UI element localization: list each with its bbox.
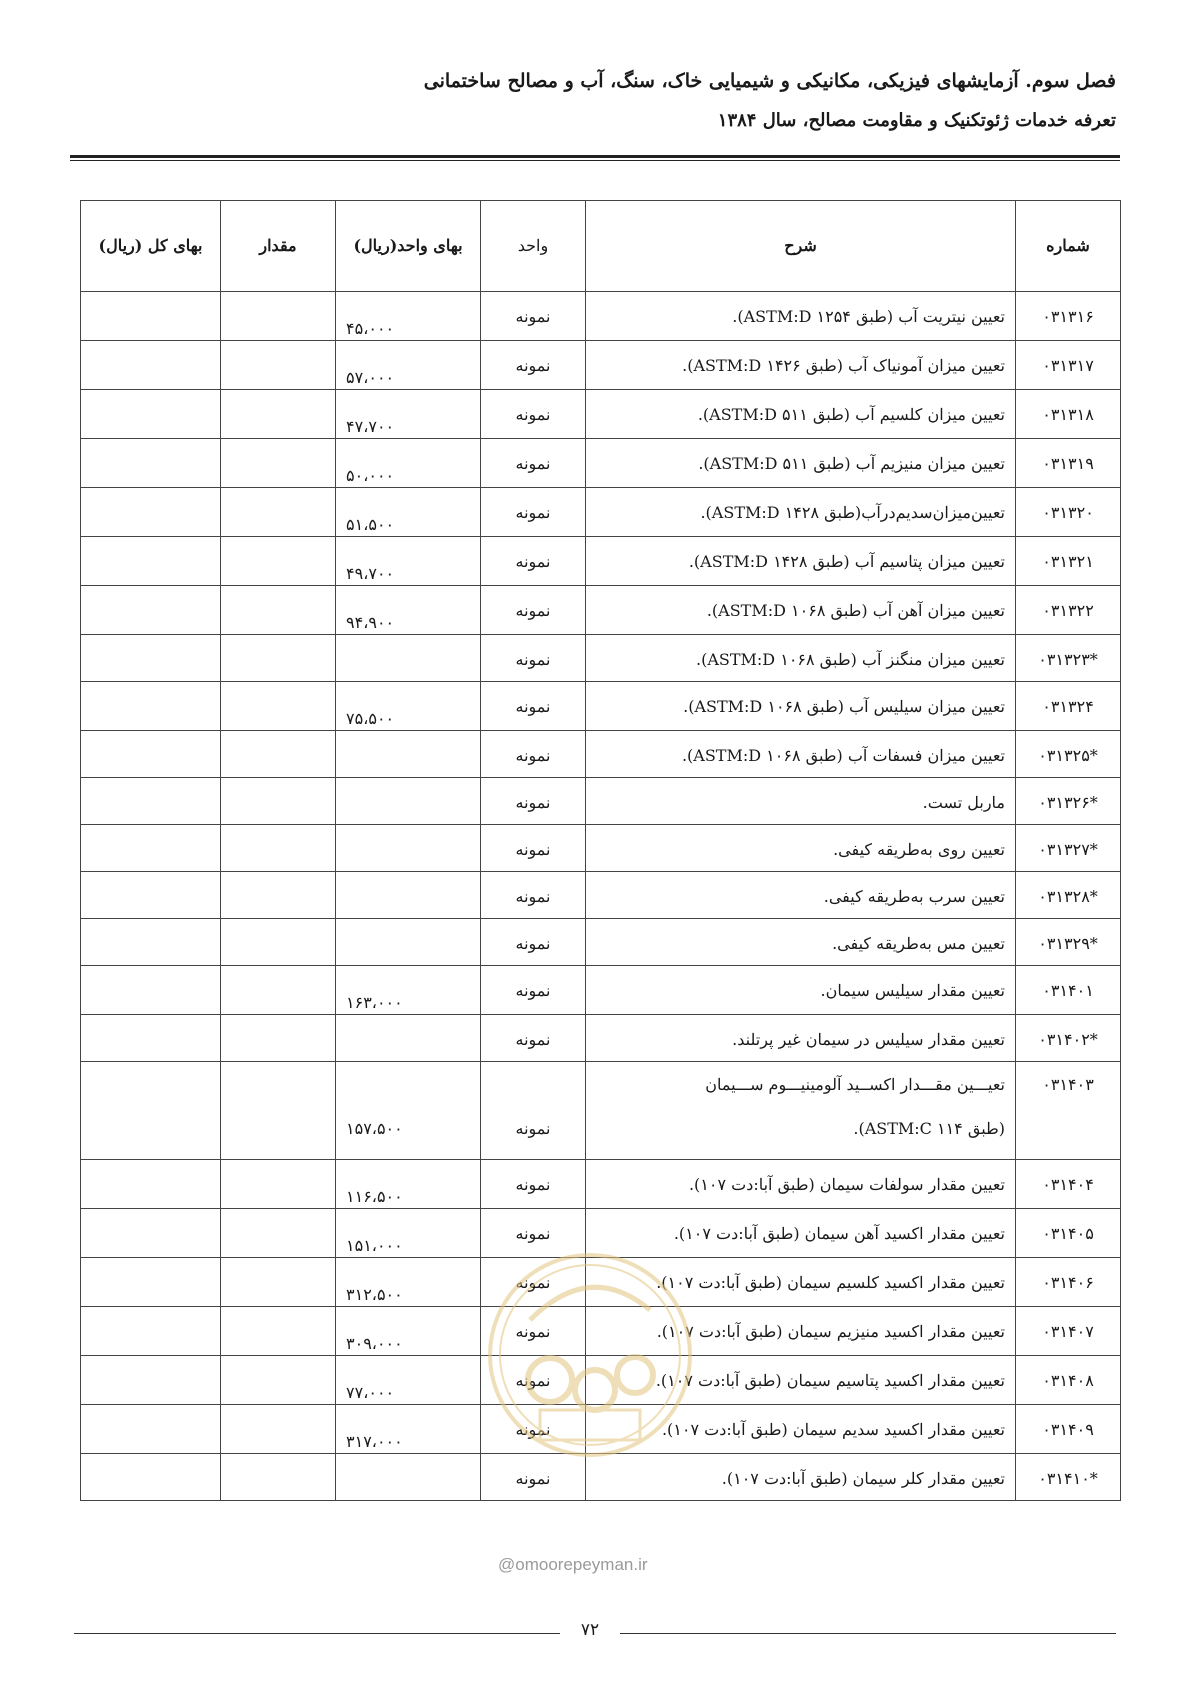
table-row	[81, 872, 1121, 919]
row-code: ۰۳۱۳۱۹	[1016, 439, 1121, 488]
row-unit-price	[336, 488, 481, 537]
row-unit-price	[336, 825, 481, 872]
table-row	[81, 292, 1121, 341]
row-unit-text: نمونه	[515, 793, 551, 812]
row-total-price	[81, 488, 221, 537]
row-unit-text: نمونه	[515, 454, 551, 473]
row-unit-text: نمونه	[515, 1469, 551, 1488]
row-unit-price-text: ۵۱،۵۰۰	[346, 515, 395, 534]
row-unit-text: نمونه	[515, 887, 551, 906]
row-unit	[481, 919, 586, 966]
row-unit	[481, 825, 586, 872]
header-rule-thick	[70, 155, 1120, 158]
row-quantity	[221, 341, 336, 390]
row-code: ۰۳۱۴۰۶	[1016, 1258, 1121, 1307]
row-total-price	[81, 682, 221, 731]
row-code: *۰۳۱۳۲۵	[1016, 731, 1121, 778]
row-total-price	[81, 1015, 221, 1062]
row-quantity	[221, 1062, 336, 1160]
row-unit	[481, 778, 586, 825]
row-unit	[481, 488, 586, 537]
row-unit-price	[336, 1258, 481, 1307]
row-unit	[481, 586, 586, 635]
watermark-website: @omoorepeyman.ir	[498, 1555, 648, 1574]
row-unit-price-text: ۴۹،۷۰۰	[346, 564, 395, 583]
row-code: *۰۳۱۴۰۲	[1016, 1015, 1121, 1062]
row-description-text: تعیین مقدار کلر سیمان (طبق آبا:دت ۱۰۷).	[721, 1469, 1005, 1488]
row-description	[586, 292, 1016, 341]
row-description	[586, 390, 1016, 439]
row-unit-text: نمونه	[515, 934, 551, 953]
row-description-text: تعیین مقدار سولفات سیمان (طبق آبا:دت ۱۰۷).	[688, 1175, 1005, 1194]
table-row	[81, 682, 1121, 731]
row-quantity	[221, 1307, 336, 1356]
row-unit-text: نمونه	[515, 1420, 551, 1439]
row-unit-text: نمونه	[515, 1322, 551, 1341]
header-description: شرح	[586, 201, 1016, 292]
row-unit	[481, 682, 586, 731]
row-unit-price	[336, 1356, 481, 1405]
row-code: ۰۳۱۴۰۵	[1016, 1209, 1121, 1258]
row-total-price	[81, 1307, 221, 1356]
row-description	[586, 1015, 1016, 1062]
table-row	[81, 439, 1121, 488]
row-unit-text: نمونه	[515, 746, 551, 765]
row-total-price	[81, 919, 221, 966]
footer-rule-left	[74, 1633, 560, 1634]
row-unit-price	[336, 778, 481, 825]
table-row	[81, 1160, 1121, 1209]
table-row	[81, 1015, 1121, 1062]
row-description-text: تعیین میزان منیزیم آب (طبق ۵۱۱ ASTM:D).	[698, 454, 1005, 473]
row-quantity	[221, 586, 336, 635]
row-unit-price	[336, 341, 481, 390]
watermark-logo	[480, 1240, 700, 1470]
row-quantity	[221, 1258, 336, 1307]
row-description-text: تعیین نیتریت آب (طبق ۱۲۵۴ ASTM:D).	[732, 307, 1005, 326]
table-row	[81, 825, 1121, 872]
row-description	[586, 439, 1016, 488]
row-total-price	[81, 872, 221, 919]
row-description-text-line2: (طبق ۱۱۴ ASTM:C).	[853, 1119, 1005, 1138]
row-description-text: تعیین روی به‌طریقه کیفی.	[833, 840, 1005, 859]
row-quantity	[221, 731, 336, 778]
row-description-text: تعیین میزان سیلیس آب (طبق ۱۰۶۸ ASTM:D).	[683, 697, 1005, 716]
row-code: ۰۳۱۴۰۹	[1016, 1405, 1121, 1454]
row-unit-price	[336, 1454, 481, 1501]
row-unit-text: نمونه	[515, 307, 551, 326]
footer-rule-right	[620, 1633, 1116, 1634]
row-description	[586, 635, 1016, 682]
row-total-price	[81, 1062, 221, 1160]
row-unit	[481, 635, 586, 682]
row-total-price	[81, 537, 221, 586]
row-unit-price-text: ۱۵۷،۵۰۰	[346, 1119, 403, 1138]
row-unit-price	[336, 919, 481, 966]
row-code: ۰۳۱۳۱۶	[1016, 292, 1121, 341]
row-code: ۰۳۱۴۰۷	[1016, 1307, 1121, 1356]
row-total-price	[81, 586, 221, 635]
row-description-text: تعیین سرب به‌طریقه کیفی.	[823, 887, 1005, 906]
row-description-text: تعیین میزان آهن آب (طبق ۱۰۶۸ ASTM:D).	[706, 601, 1005, 620]
row-total-price	[81, 1454, 221, 1501]
row-quantity	[221, 537, 336, 586]
row-unit-text: نمونه	[515, 503, 551, 522]
row-code: ۰۳۱۳۲۱	[1016, 537, 1121, 586]
row-description	[586, 778, 1016, 825]
row-code: ۰۳۱۴۰۴	[1016, 1160, 1121, 1209]
row-description	[586, 537, 1016, 586]
row-unit	[481, 1015, 586, 1062]
row-quantity	[221, 1015, 336, 1062]
row-unit	[481, 537, 586, 586]
row-unit-text: نمونه	[515, 1175, 551, 1194]
row-unit-text: نمونه	[515, 697, 551, 716]
row-unit	[481, 1062, 586, 1160]
row-description-text: تعیین‌میزان‌سدیم‌درآب(طبق ۱۴۲۸ ASTM:D).	[700, 503, 1005, 522]
page-number: ۷۲	[580, 1620, 600, 1640]
row-quantity	[221, 635, 336, 682]
row-quantity	[221, 292, 336, 341]
header-unit-price: بهای واحد(ریال)	[336, 201, 481, 292]
row-unit-price	[336, 872, 481, 919]
row-unit-price	[336, 682, 481, 731]
table-row	[81, 341, 1121, 390]
row-description-text: تعیین مقدار اکسید پتاسیم سیمان (طبق آبا:دت ۱۰۷).	[655, 1371, 1005, 1390]
table-row	[81, 1062, 1121, 1160]
row-unit-price	[336, 390, 481, 439]
row-description-text: تعیین مقدار اکسید کلسیم سیمان (طبق آبا:دت ۱۰۷).	[656, 1273, 1005, 1292]
row-description	[586, 341, 1016, 390]
row-unit-price	[336, 635, 481, 682]
row-unit-price-text: ۱۵۱،۰۰۰	[346, 1236, 403, 1255]
row-total-price	[81, 292, 221, 341]
row-unit-text: نمونه	[515, 981, 551, 1000]
row-unit-text: نمونه	[515, 405, 551, 424]
row-description-text: تعیین مس به‌طریقه کیفی.	[832, 934, 1005, 953]
row-description	[586, 586, 1016, 635]
row-quantity	[221, 682, 336, 731]
row-description-text: تعیین میزان آمونیاک آب (طبق ۱۴۲۶ ASTM:D).	[682, 356, 1005, 375]
row-quantity	[221, 872, 336, 919]
row-unit-price-text: ۳۱۷،۰۰۰	[346, 1432, 403, 1451]
row-unit-text: نمونه	[515, 552, 551, 571]
row-total-price	[81, 825, 221, 872]
row-code: ۰۳۱۳۲۴	[1016, 682, 1121, 731]
table-row	[81, 919, 1121, 966]
row-unit-text: نمونه	[515, 650, 551, 669]
row-code: ۰۳۱۴۰۸	[1016, 1356, 1121, 1405]
row-unit-price-text: ۹۴،۹۰۰	[346, 613, 395, 632]
row-description-text: تعیـــین مقـــدار اکســید آلومینیـــوم ســـیمان	[705, 1075, 1005, 1094]
row-description-text: تعیین مقدار اکسید سدیم سیمان (طبق آبا:دت ۱۰۷).	[661, 1420, 1005, 1439]
row-unit-price	[336, 586, 481, 635]
table-row	[81, 635, 1121, 682]
row-description-text: تعیین میزان فسفات آب (طبق ۱۰۶۸ ASTM:D).	[681, 746, 1005, 765]
row-code: ۰۳۱۳۲۲	[1016, 586, 1121, 635]
row-description-text: تعیین مقدار اکسید آهن سیمان (طبق آبا:دت ۱۰۷).	[673, 1224, 1005, 1243]
header-quantity: مقدار	[221, 201, 336, 292]
row-quantity	[221, 390, 336, 439]
row-unit-price	[336, 292, 481, 341]
row-total-price	[81, 341, 221, 390]
table-row	[81, 966, 1121, 1015]
row-code: ۰۳۱۴۰۳	[1016, 1062, 1121, 1160]
row-unit-text: نمونه	[515, 1030, 551, 1049]
table-row	[81, 390, 1121, 439]
row-unit-text: نمونه	[515, 1119, 551, 1138]
row-unit-text: نمونه	[515, 356, 551, 375]
row-total-price	[81, 1405, 221, 1454]
row-unit-price	[336, 731, 481, 778]
row-description	[586, 731, 1016, 778]
row-unit-price-text: ۵۰،۰۰۰	[346, 466, 395, 485]
row-description	[586, 1062, 1016, 1160]
row-description-text: ماربل تست.	[922, 793, 1005, 812]
row-description-text: تعیین مقدار اکسید منیزیم سیمان (طبق آبا:دت ۱۰۷).	[656, 1322, 1005, 1341]
row-code: *۰۳۱۳۲۶	[1016, 778, 1121, 825]
row-code: ۰۳۱۳۱۷	[1016, 341, 1121, 390]
row-quantity	[221, 439, 336, 488]
row-total-price	[81, 966, 221, 1015]
row-unit-text: نمونه	[515, 840, 551, 859]
row-unit-price	[336, 1015, 481, 1062]
row-quantity	[221, 825, 336, 872]
row-description	[586, 919, 1016, 966]
row-description-text: تعیین مقدار سیلیس سیمان.	[820, 981, 1005, 1000]
row-description	[586, 682, 1016, 731]
row-description-text: تعیین میزان منگنز آب (طبق ۱۰۶۸ ASTM:D).	[696, 650, 1005, 669]
row-total-price	[81, 1209, 221, 1258]
row-unit-price-text: ۳۰۹،۰۰۰	[346, 1334, 403, 1353]
row-unit-price-text: ۴۵،۰۰۰	[346, 319, 395, 338]
row-quantity	[221, 1209, 336, 1258]
row-unit	[481, 731, 586, 778]
header-unit: واحد	[481, 201, 586, 292]
table-row	[81, 778, 1121, 825]
row-description	[586, 872, 1016, 919]
row-unit-text: نمونه	[515, 1224, 551, 1243]
row-unit-price	[336, 537, 481, 586]
row-unit	[481, 390, 586, 439]
row-total-price	[81, 439, 221, 488]
row-quantity	[221, 1160, 336, 1209]
row-quantity	[221, 778, 336, 825]
table-row	[81, 488, 1121, 537]
row-unit-price	[336, 1307, 481, 1356]
row-unit-price	[336, 1062, 481, 1160]
header-rule-thin	[70, 160, 1120, 161]
row-description-text: تعیین میزان پتاسیم آب (طبق ۱۴۲۸ ASTM:D).	[688, 552, 1005, 571]
row-quantity	[221, 919, 336, 966]
row-code: *۰۳۱۳۲۸	[1016, 872, 1121, 919]
row-code: *۰۳۱۳۲۷	[1016, 825, 1121, 872]
row-total-price	[81, 635, 221, 682]
row-quantity	[221, 1356, 336, 1405]
row-unit-price-text: ۷۵،۵۰۰	[346, 709, 395, 728]
row-unit-price	[336, 1405, 481, 1454]
row-total-price	[81, 1258, 221, 1307]
row-unit-price	[336, 966, 481, 1015]
row-total-price	[81, 731, 221, 778]
page-header	[74, 58, 1116, 136]
row-total-price	[81, 390, 221, 439]
table-row	[81, 537, 1121, 586]
row-unit	[481, 292, 586, 341]
row-quantity	[221, 1454, 336, 1501]
row-description	[586, 1160, 1016, 1209]
table-header-row	[81, 201, 1121, 292]
row-description-text: تعیین مقدار سیلیس در سیمان غیر پرتلند.	[732, 1030, 1005, 1049]
header-code: شماره	[1016, 201, 1121, 292]
row-unit-price	[336, 439, 481, 488]
row-unit-price	[336, 1160, 481, 1209]
row-unit-price	[336, 1209, 481, 1258]
row-unit-price-text: ۵۷،۰۰۰	[346, 368, 395, 387]
row-unit-price-text: ۱۶۳،۰۰۰	[346, 993, 403, 1012]
row-unit	[481, 439, 586, 488]
row-description	[586, 488, 1016, 537]
row-description	[586, 966, 1016, 1015]
row-unit-price-text: ۴۷،۷۰۰	[346, 417, 395, 436]
row-quantity	[221, 966, 336, 1015]
row-unit-price-text: ۱۱۶،۵۰۰	[346, 1187, 403, 1206]
header-total-price: بهای کل (ریال)	[81, 201, 221, 292]
table-row	[81, 731, 1121, 778]
row-quantity	[221, 1405, 336, 1454]
row-description	[586, 825, 1016, 872]
row-code: ۰۳۱۴۰۱	[1016, 966, 1121, 1015]
row-unit	[481, 966, 586, 1015]
chapter-title: فصل سوم. آزمایشهای فیزیکی، مکانیکی و شیمیایی خاک، سنگ، آب و مصالح ساختمانی	[423, 70, 1116, 92]
row-unit-text: نمونه	[515, 1273, 551, 1292]
row-total-price	[81, 1356, 221, 1405]
row-code: ۰۳۱۳۱۸	[1016, 390, 1121, 439]
row-code: ۰۳۱۳۲۰	[1016, 488, 1121, 537]
row-unit	[481, 341, 586, 390]
row-total-price	[81, 1160, 221, 1209]
row-code: *۰۳۱۴۱۰	[1016, 1454, 1121, 1501]
row-description-text: تعیین میزان کلسیم آب (طبق ۵۱۱ ASTM:D).	[697, 405, 1005, 424]
row-total-price	[81, 778, 221, 825]
row-unit-price-text: ۳۱۲،۵۰۰	[346, 1285, 403, 1304]
row-code: *۰۳۱۳۲۳	[1016, 635, 1121, 682]
row-unit-text: نمونه	[515, 601, 551, 620]
row-quantity	[221, 488, 336, 537]
row-unit	[481, 872, 586, 919]
row-unit	[481, 1160, 586, 1209]
row-unit-text: نمونه	[515, 1371, 551, 1390]
table-row	[81, 586, 1121, 635]
row-unit-price-text: ۷۷،۰۰۰	[346, 1383, 395, 1402]
document-subtitle: تعرفه خدمات ژئوتکنیک و مقاومت مصالح، سال ۱۳۸۴	[717, 110, 1116, 131]
row-code: *۰۳۱۳۲۹	[1016, 919, 1121, 966]
